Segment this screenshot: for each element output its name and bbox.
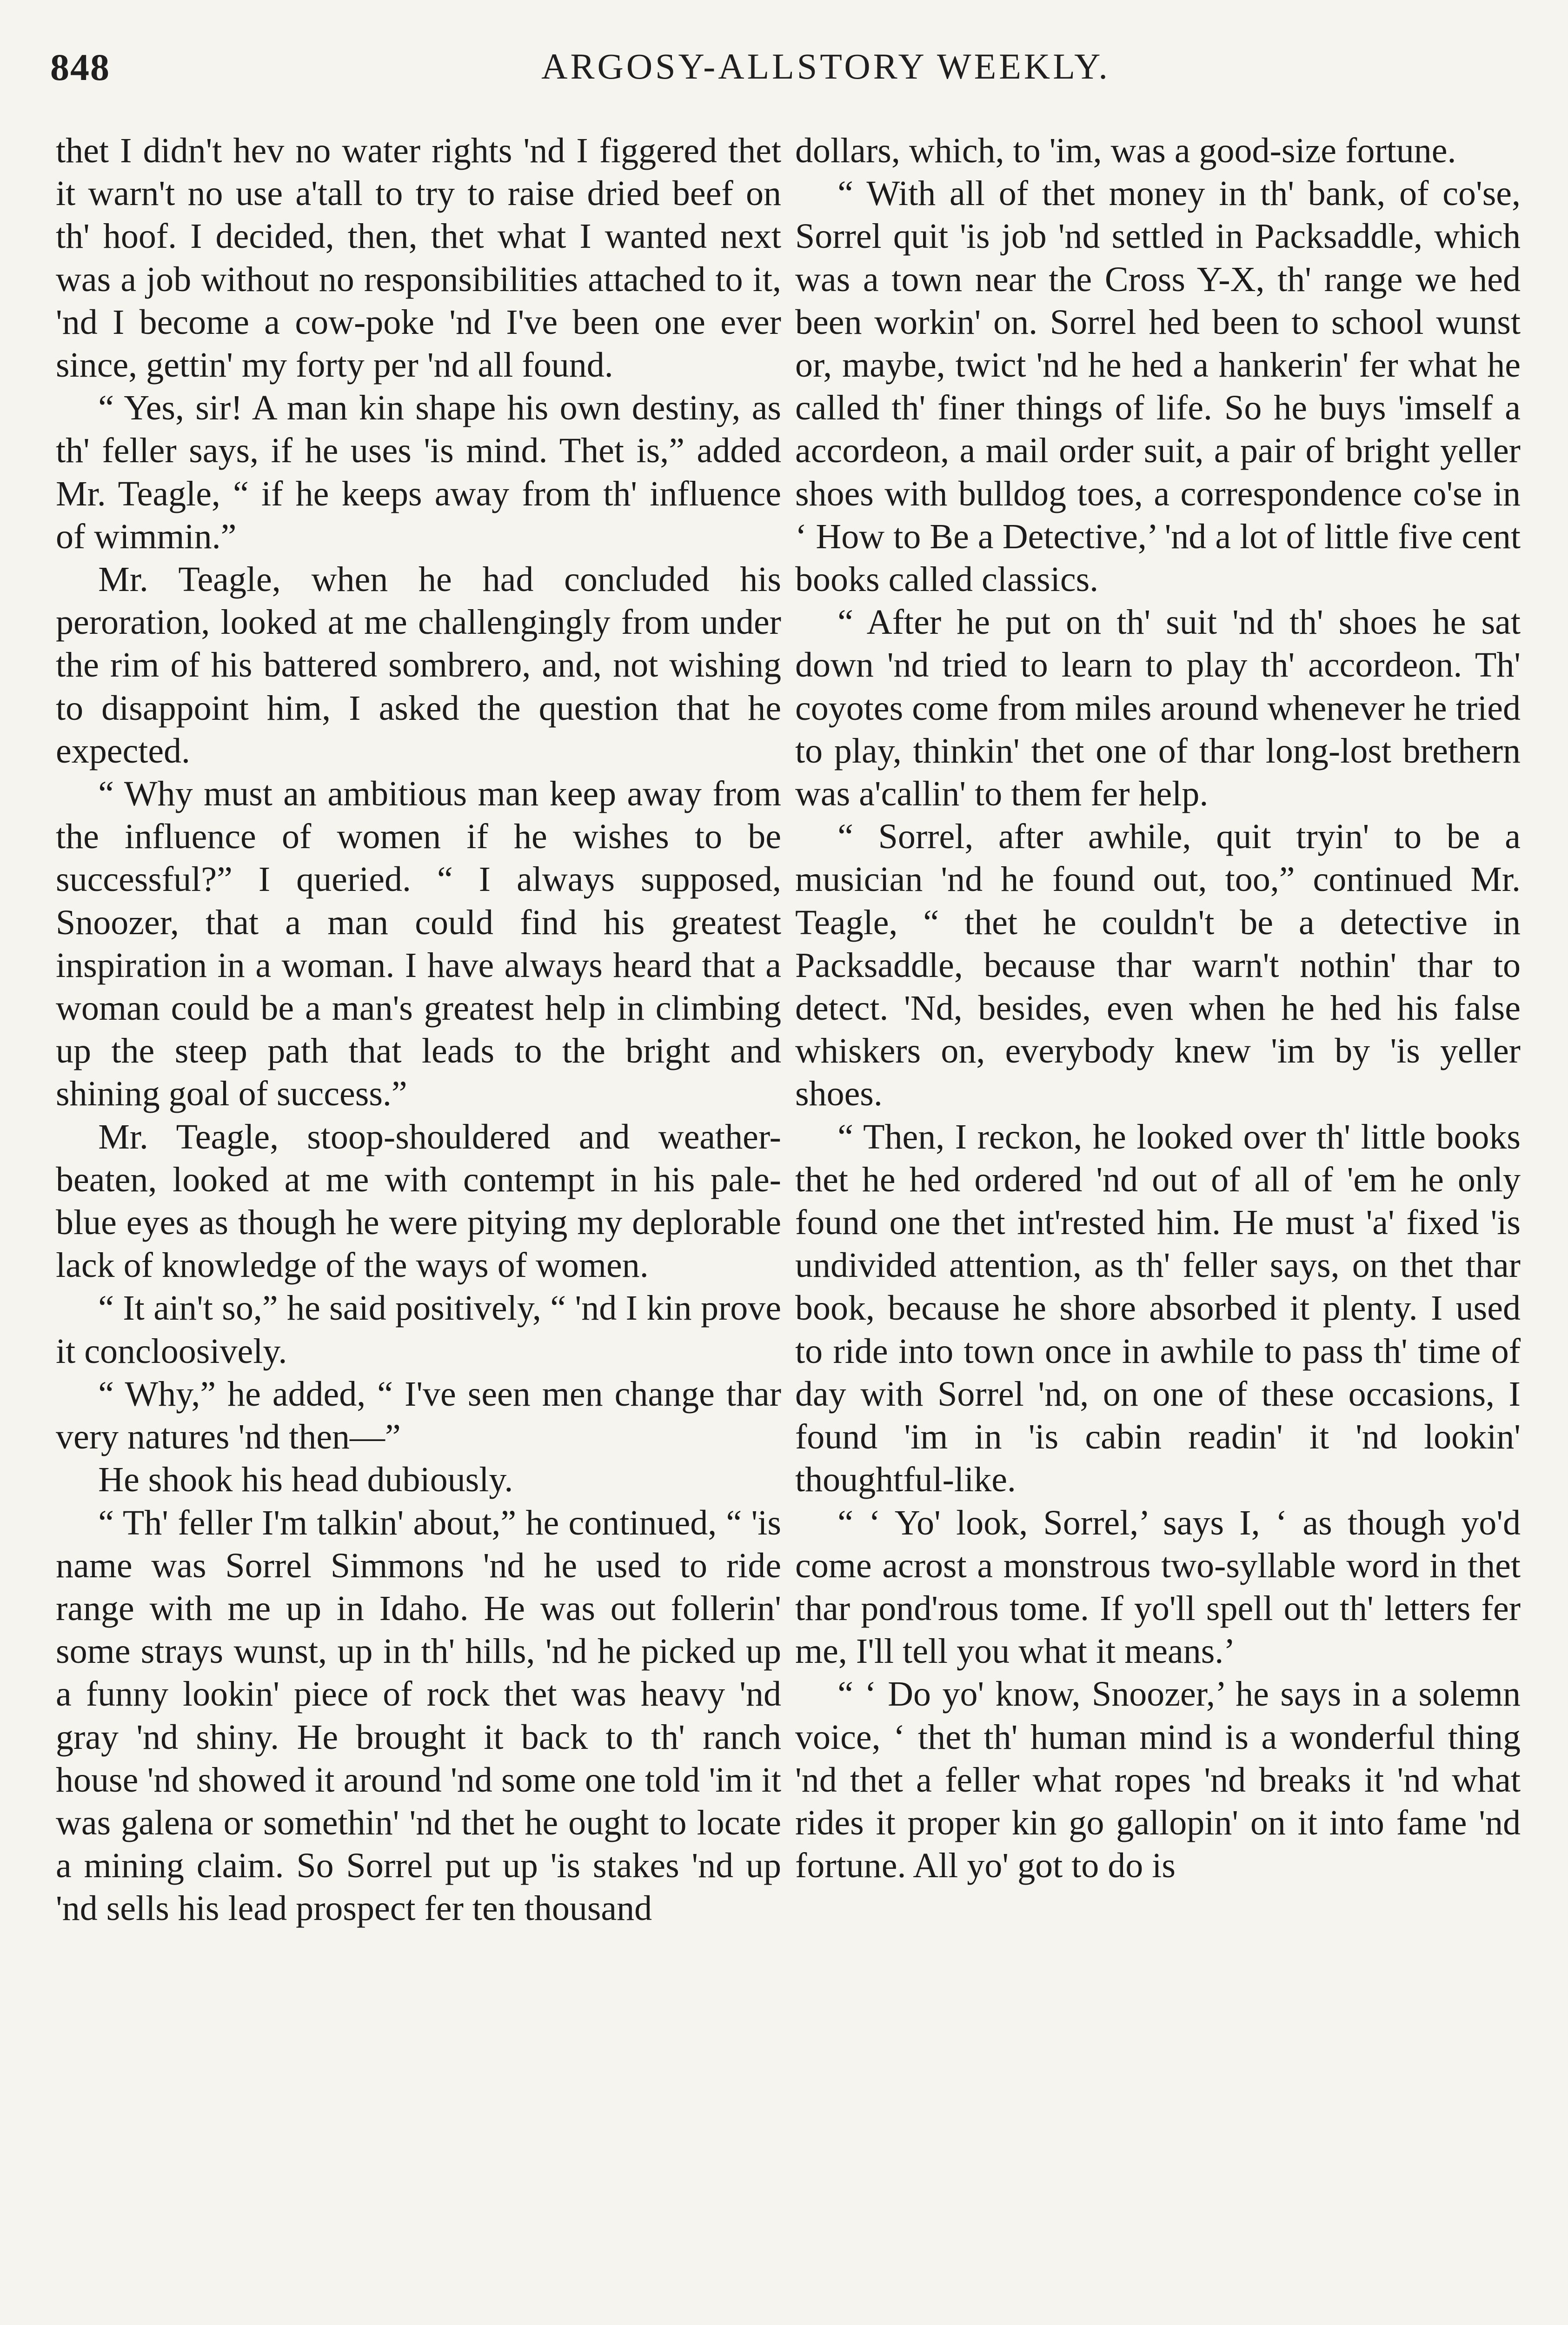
paragraph: “ Then, I reckon, he looked over th' little books thet he hed ordered 'nd out of all of 'em he only found one thet int'rested him. He must 'a' fixed 'is undivided attention, as th' feller says, on thet thar book, because he shore absorbed it plenty. I used to ride into town once in awhile to pass th' time of day with Sorrel 'nd, on one of these occasions, I found 'im in 'is cabin readin' it 'nd lookin' thoughtful-like. [795, 1117, 1521, 1500]
paragraph: “ Why must an ambitious man keep away from the influence of women if he wishes to be successful?” I queried. “ I always supposed, Snoozer, that a man could find his greatest inspiration in a woman. I have always heard that a woman could be a man's greatest help in climbing up the steep path that leads to the bright and shining goal of success.” [56, 774, 781, 1114]
paragraph: dollars, which, to 'im, was a good-size fortune. [795, 131, 1456, 170]
paragraph: “ After he put on th' suit 'nd th' shoes he sat down 'nd tried to learn to play th' accordeon. Th' coyotes come from miles around whenever he tried to play, thinkin' thet one of thar long-lost brethern was a'callin' to them fer help. [795, 603, 1521, 814]
paragraph: “ It ain't so,” he said positively, “ 'nd I kin prove it concloosively. [56, 1289, 781, 1371]
right-column [795, 129, 1521, 1887]
paragraph: Mr. Teagle, when he had concluded his peroration, looked at me challengingly from under the rim of his battered sombrero, and, not wishing to disappoint him, I asked the question that he expected. [56, 560, 781, 771]
paragraph: “ ‘ Do yo' know, Snoozer,’ he says in a solemn voice, ‘ thet th' human mind is a wonderful thing 'nd thet a feller what ropes 'nd breaks it 'nd what rides it proper kin go gallopin' on it into fame 'nd fortune. All yo' got to do is [795, 1674, 1521, 1886]
paragraph: Mr. Teagle, stoop-shouldered and weather-beaten, looked at me with contempt in his pale-blue eyes as though he were pitying my deplorable lack of knowledge of the ways of women. [56, 1117, 781, 1285]
paragraph: “ Sorrel, after awhile, quit tryin' to be a musician 'nd he found out, too,” continued Mr. Teagle, “ thet he couldn't be a detective in Packsaddle, because thar warn't nothin' thar to detect. 'Nd, besides, even when he hed his false whiskers on, everybody knew 'im by 'is yeller shoes. [795, 817, 1521, 1114]
paragraph: He shook his head dubiously. [98, 1460, 513, 1500]
page-header [50, 46, 1518, 97]
paragraph: thet I didn't hev no water rights 'nd I figgered thet it warn't no use a'tall to try to raise dried beef on th' hoof. I decided, then, thet what I wanted next was a job without no responsibilities attached to it, 'nd I become a cow-poke 'nd I've been one ever since, gettin' my forty per 'nd all found. [56, 131, 781, 385]
paragraph: “ Yes, sir! A man kin shape his own destiny, as th' feller says, if he uses 'is mind. Thet is,” added Mr. Teagle, “ if he keeps away from th' influence of wimmin.” [56, 388, 781, 556]
paragraph: “ ‘ Yo' look, Sorrel,’ says I, ‘ as though yo'd come acrost a monstrous two-syllable word in thet thar pond'rous tome. If yo'll spell out th' letters fer me, I'll tell you what it means.’ [795, 1503, 1521, 1671]
paragraph: “ With all of thet money in th' bank, of co'se, Sorrel quit 'is job 'nd settled in Packsaddle, which was a town near the Cross Y-X, th' range we hed been workin' on. Sorrel hed been to school wunst or, maybe, twict 'nd he hed a hankerin' fer what he called th' finer things of life. So he buys 'imself a accordeon, a mail order suit, a pair of bright yeller shoes with bulldog toes, a correspondence co'se in ‘ How to Be a Detective,’ 'nd a lot of little five cent books called classics. [795, 174, 1521, 599]
page-number: 848 [50, 46, 110, 88]
paragraph: “ Th' feller I'm talkin' about,” he continued, “ 'is name was Sorrel Simmons 'nd he used to ride range with me up in Idaho. He was out follerin' some strays wunst, up in th' hills, 'nd he picked up a funny lookin' piece of rock thet was heavy 'nd gray 'nd shiny. He brought it back to th' ranch house 'nd showed it around 'nd some one told 'im it was galena or somethin' 'nd thet he ought to locate a mining claim. So Sorrel put up 'is stakes 'nd up 'nd sells his lead prospect fer ten thousand [56, 1503, 781, 1928]
paragraph: “ Why,” he added, “ I've seen men change thar very natures 'nd then—” [56, 1374, 781, 1457]
running-head: ARGOSY-ALLSTORY WEEKLY. [541, 46, 1110, 86]
left-column [56, 129, 781, 1930]
